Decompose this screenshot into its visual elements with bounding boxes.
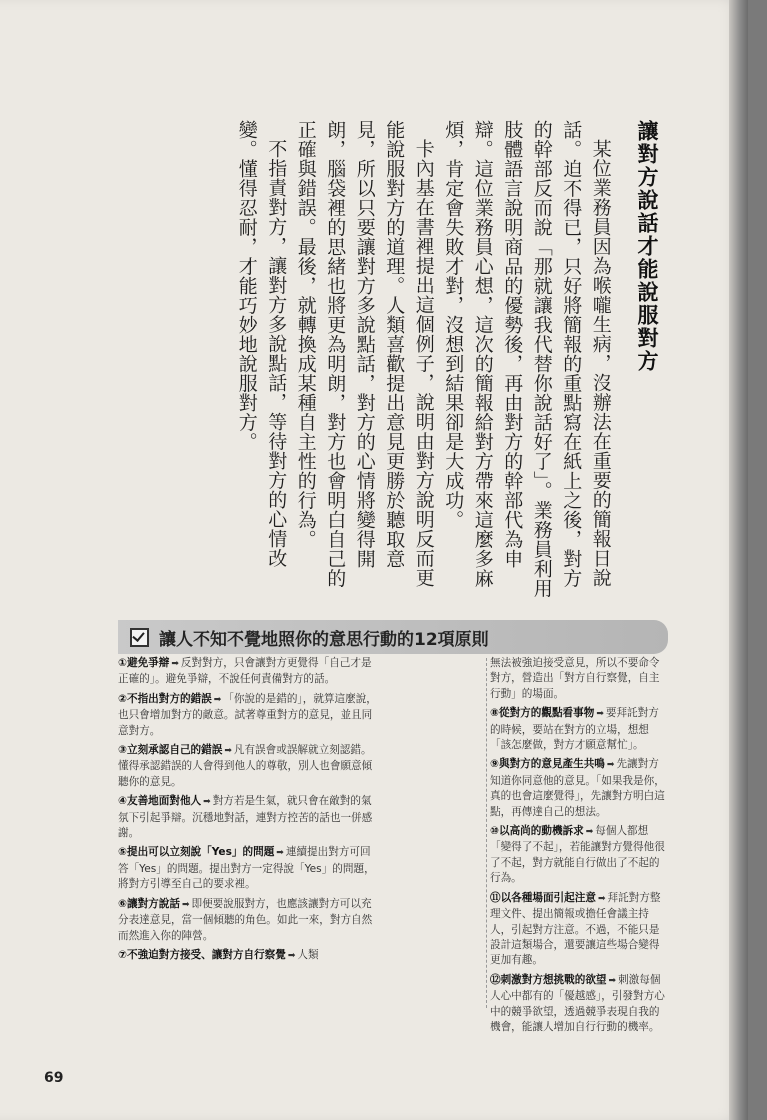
principle-heading: ⑩以高尚的動機訴求 (490, 825, 584, 838)
principle-heading: ⑥讓對方說話 (118, 897, 180, 910)
arrow-right-icon: ➡ (287, 950, 296, 961)
arrow-right-icon: ➡ (224, 746, 232, 757)
principle-text: 人類 (297, 948, 319, 961)
principle-text: 無法被強迫接受意見，所以不要命令對方，營造出「對方自行察覺，自主行動」的場面。 (490, 657, 660, 700)
principles-title: 讓人不知不覺地照你的意思行動的12項原則 (159, 629, 489, 650)
principle-heading: ⑧從對方的觀點看事物 (490, 707, 595, 720)
principle-item (490, 706, 665, 753)
essay-title: 讓對方說話才能說服對方 (635, 120, 659, 373)
arrow-right-icon: ➡ (597, 893, 606, 904)
principle-heading: ⑫刺激對方想挑戰的欲望 (490, 973, 607, 986)
principle-text: 反對對方，只會讓對方更覺得「自己才是正確的」。避免爭辯，不說任何責備對方的話。 (118, 657, 372, 686)
page-fold-shadow (729, 0, 748, 1120)
principles-left-column (118, 656, 380, 968)
arrow-right-icon: ➡ (585, 827, 594, 838)
principle-heading: ④友善地面對他人 (118, 795, 202, 808)
checkbox-icon (130, 628, 149, 647)
principle-heading: ⑪以各種場面引起注意 (490, 891, 596, 904)
essay-paragraph: 不指責對方，讓對方多說點話，等待對方的心情改變。懂得忍耐，才能巧妙地說服對方。 (235, 120, 288, 568)
principle-item (118, 743, 380, 790)
principle-item (490, 757, 665, 820)
principle-text: 要拜託對方的時候，要站在對方的立場，想想「該怎麼做，對方才願意幫忙」。 (490, 707, 659, 752)
principle-item (118, 845, 380, 892)
principle-item (118, 656, 380, 688)
principle-text: 「你說的是錯的」，就算這麼說，也只會增加對方的敵意。試著尊重對方的意見，並且同意對方。 (118, 692, 377, 737)
principles-header (118, 620, 668, 654)
arrow-right-icon: ➡ (213, 694, 222, 705)
principle-item (490, 891, 665, 969)
principle-text: 凡有誤會或誤解就立刻認錯。懂得承認錯誤的人會得到他人的尊敬，別人也會願意傾聽你的意見。 (118, 744, 373, 788)
arrow-right-icon: ➡ (606, 760, 615, 771)
principle-text: 對方若是生氣，就只會在敵對的氣氛下引起爭辯。沉穩地對話，連對方控苦的話也一併感謝。 (118, 795, 373, 840)
arrow-right-icon: ➡ (171, 659, 179, 669)
principle-item (490, 973, 665, 1036)
column-divider (486, 658, 487, 1008)
essay-paragraph: 卡內基在書裡提出這個例子，說明由對方說明反而更能說服對方的道理。人類喜歡提出意見更勝於聽取意見，所以只要讓對方多說點話，對方的心情將變得開朗，腦袋裡的思緒也將更為明朗，對方也會明白自己的正確與錯誤。最後，就轉換成某種自主性的行為。 (294, 120, 435, 588)
essay-block (150, 120, 660, 600)
essay-paragraph: 某位業務員因為喉嚨生病，沒辦法在重要的簡報日說話。迫不得已，只好將簡報的重點寫在紙上之後，對方的幹部反而說「那就讓我代替你說話好了」。業務員利用肢體語言說明商品的優勢後，再由對方的幹部代為申辯。這位業務員心想，這次的簡報給對方帶來這麼多麻煩，肯定會失敗才對，沒想到結果卻是大成功。 (442, 120, 612, 598)
principle-item (118, 692, 380, 739)
arrow-right-icon: ➡ (181, 899, 190, 910)
arrow-right-icon: ➡ (276, 848, 284, 859)
principle-heading: ⑨與對方的意見產生共鳴 (490, 758, 605, 771)
principle-text: 先讓對方知道你同意他的意見。「如果我是你，真的也會這麼覺得」，先讓對方明白這點，再傳達自己的想法。 (490, 758, 665, 818)
principle-heading: ③立刻承認自己的錯誤 (118, 744, 223, 757)
principles-right-column (490, 656, 665, 1039)
principle-continuation (490, 656, 665, 702)
principle-heading: ①避免爭辯 (118, 657, 170, 669)
arrow-right-icon: ➡ (203, 797, 211, 808)
principle-item (118, 948, 380, 964)
principle-text: 每個人都想「變得了不起」，若能讓對方覺得他很了不起，對方就能自行做出了不起的行為。 (490, 825, 665, 885)
principle-item (118, 897, 380, 944)
principle-text: 連續提出對方可回答「Yes」的問題。提出對方一定得說「Yes」的問題，將對方引導至自己的要求裡。 (118, 846, 375, 891)
arrow-right-icon: ➡ (608, 975, 617, 986)
arrow-right-icon: ➡ (596, 709, 604, 720)
principle-text: 即便要說服對方，也應該讓對方可以充分表達意見，當一個傾聽的角色。如此一來，對方自然而然進入你的陣營。 (118, 897, 373, 942)
principle-heading: ②不指出對方的錯誤 (118, 692, 212, 705)
principle-text: 刺激每個人心中都有的「優越感」，引發對方心中的競爭欲望，透過競爭表現自我的機會，能讓人增加自行行動的機率。 (490, 973, 665, 1033)
principle-heading: ⑦不強迫對方接受、讓對方自行察覺 (118, 948, 286, 961)
principle-item (118, 794, 380, 841)
principle-text: 拜託對方整理文件、提出簡報或擔任會議主持人，引起對方注意。不過，不能只是設計這類場合，還要讓這些場合變得更加有趣。 (490, 891, 661, 967)
principles-list (118, 656, 668, 1033)
page-number: 69 (44, 1070, 64, 1086)
principle-item (490, 824, 665, 887)
principle-heading: ⑤提出可以立刻說「Yes」的問題 (118, 846, 275, 859)
